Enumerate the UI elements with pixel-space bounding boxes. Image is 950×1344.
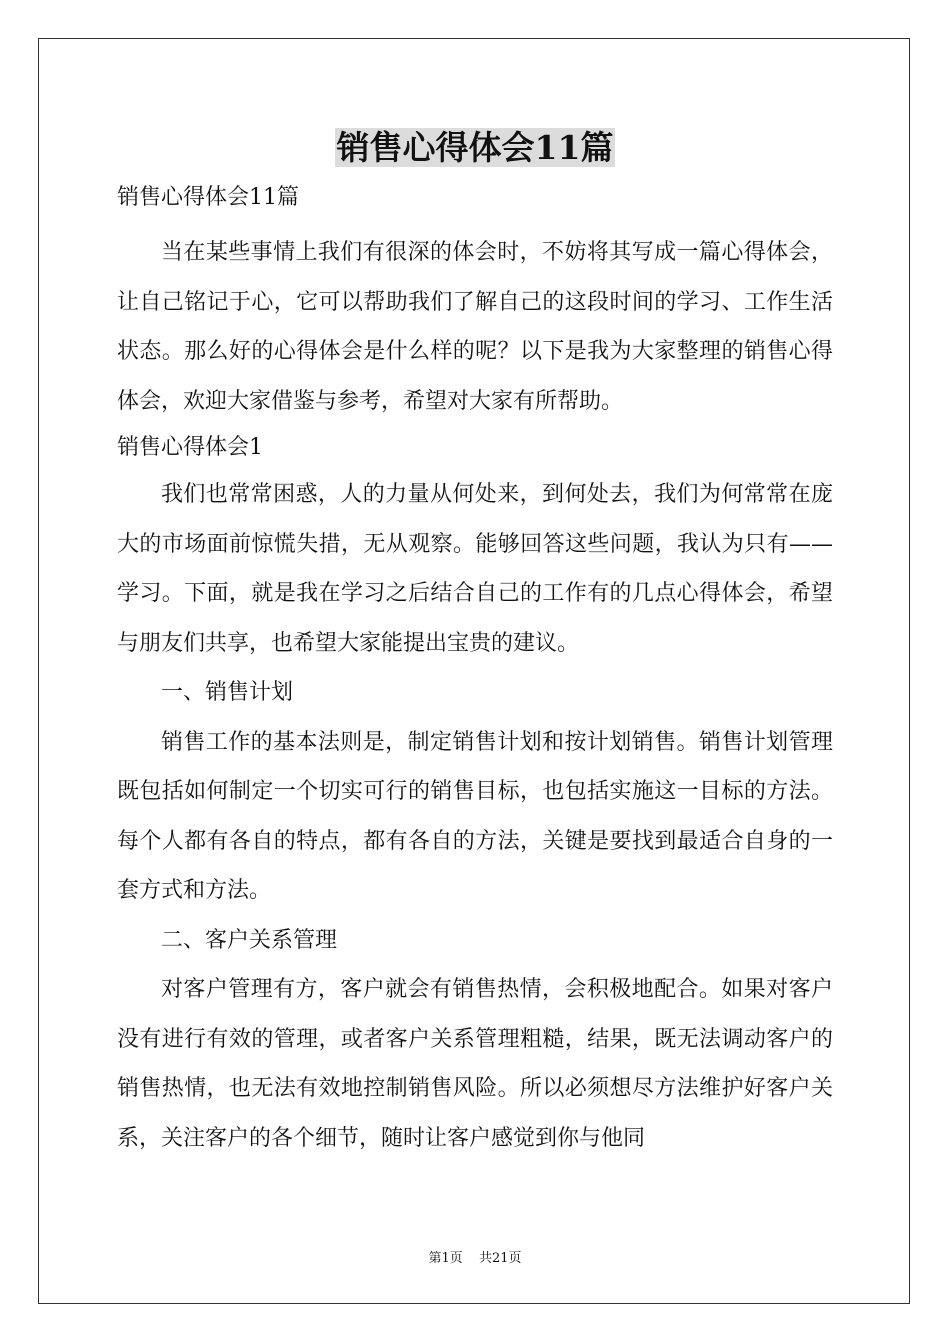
document-subtitle: 销售心得体会11篇 [117,185,299,210]
intro-paragraph: 当在某些事情上我们有很深的体会时，不妨将其写成一篇心得体会，让自己铭记于心，它可以帮助我们了解自己的这段时间的学习、工作生活状态。那么好的心得体会是什么样的呢？以下是我为大家整理的销售心得体会，欢迎大家借鉴与参考，希望对大家有所帮助。 [117,240,833,414]
paragraph-1: 我们也常常困惑，人的力量从何处来，到何处去，我们为何常常在庞大的市场面前惊慌失措，无从观察。能够回答这些问题，我认为只有——学习。下面，就是我在学习之后结合自己的工作有的几点心得体会，希望与朋友们共享，也希望大家能提出宝贵的建议。 [117,482,833,656]
total-pages: 共21页 [478,1251,522,1266]
document-body [117,176,833,1163]
section-2-title: 二、客户关系管理 [161,927,338,953]
page-number: 第1页 [428,1251,463,1266]
page-footer [0,1247,950,1266]
article-heading: 销售心得体会1 [117,435,263,460]
document-title: 销售心得体会11篇 [336,128,614,167]
section-2-body: 对客户管理有方，客户就会有销售热情，会积极地配合。如果对客户没有进行有效的管理，或者客户关系管理粗糙，结果，既无法调动客户的销售热情，也无法有效地控制销售风险。所以必须想尽方法维护好客户关系，关注客户的各个细节，随时让客户感觉到你与他同 [117,977,833,1151]
section-1-body: 销售工作的基本法则是，制定销售计划和按计划销售。销售计划管理既包括如何制定一个切实可行的销售目标，也包括实施这一目标的方法。每个人都有各自的特点，都有各自的方法，关键是要找到最适合自身的一套方式和方法。 [117,729,833,903]
section-1-title: 一、销售计划 [161,680,294,705]
